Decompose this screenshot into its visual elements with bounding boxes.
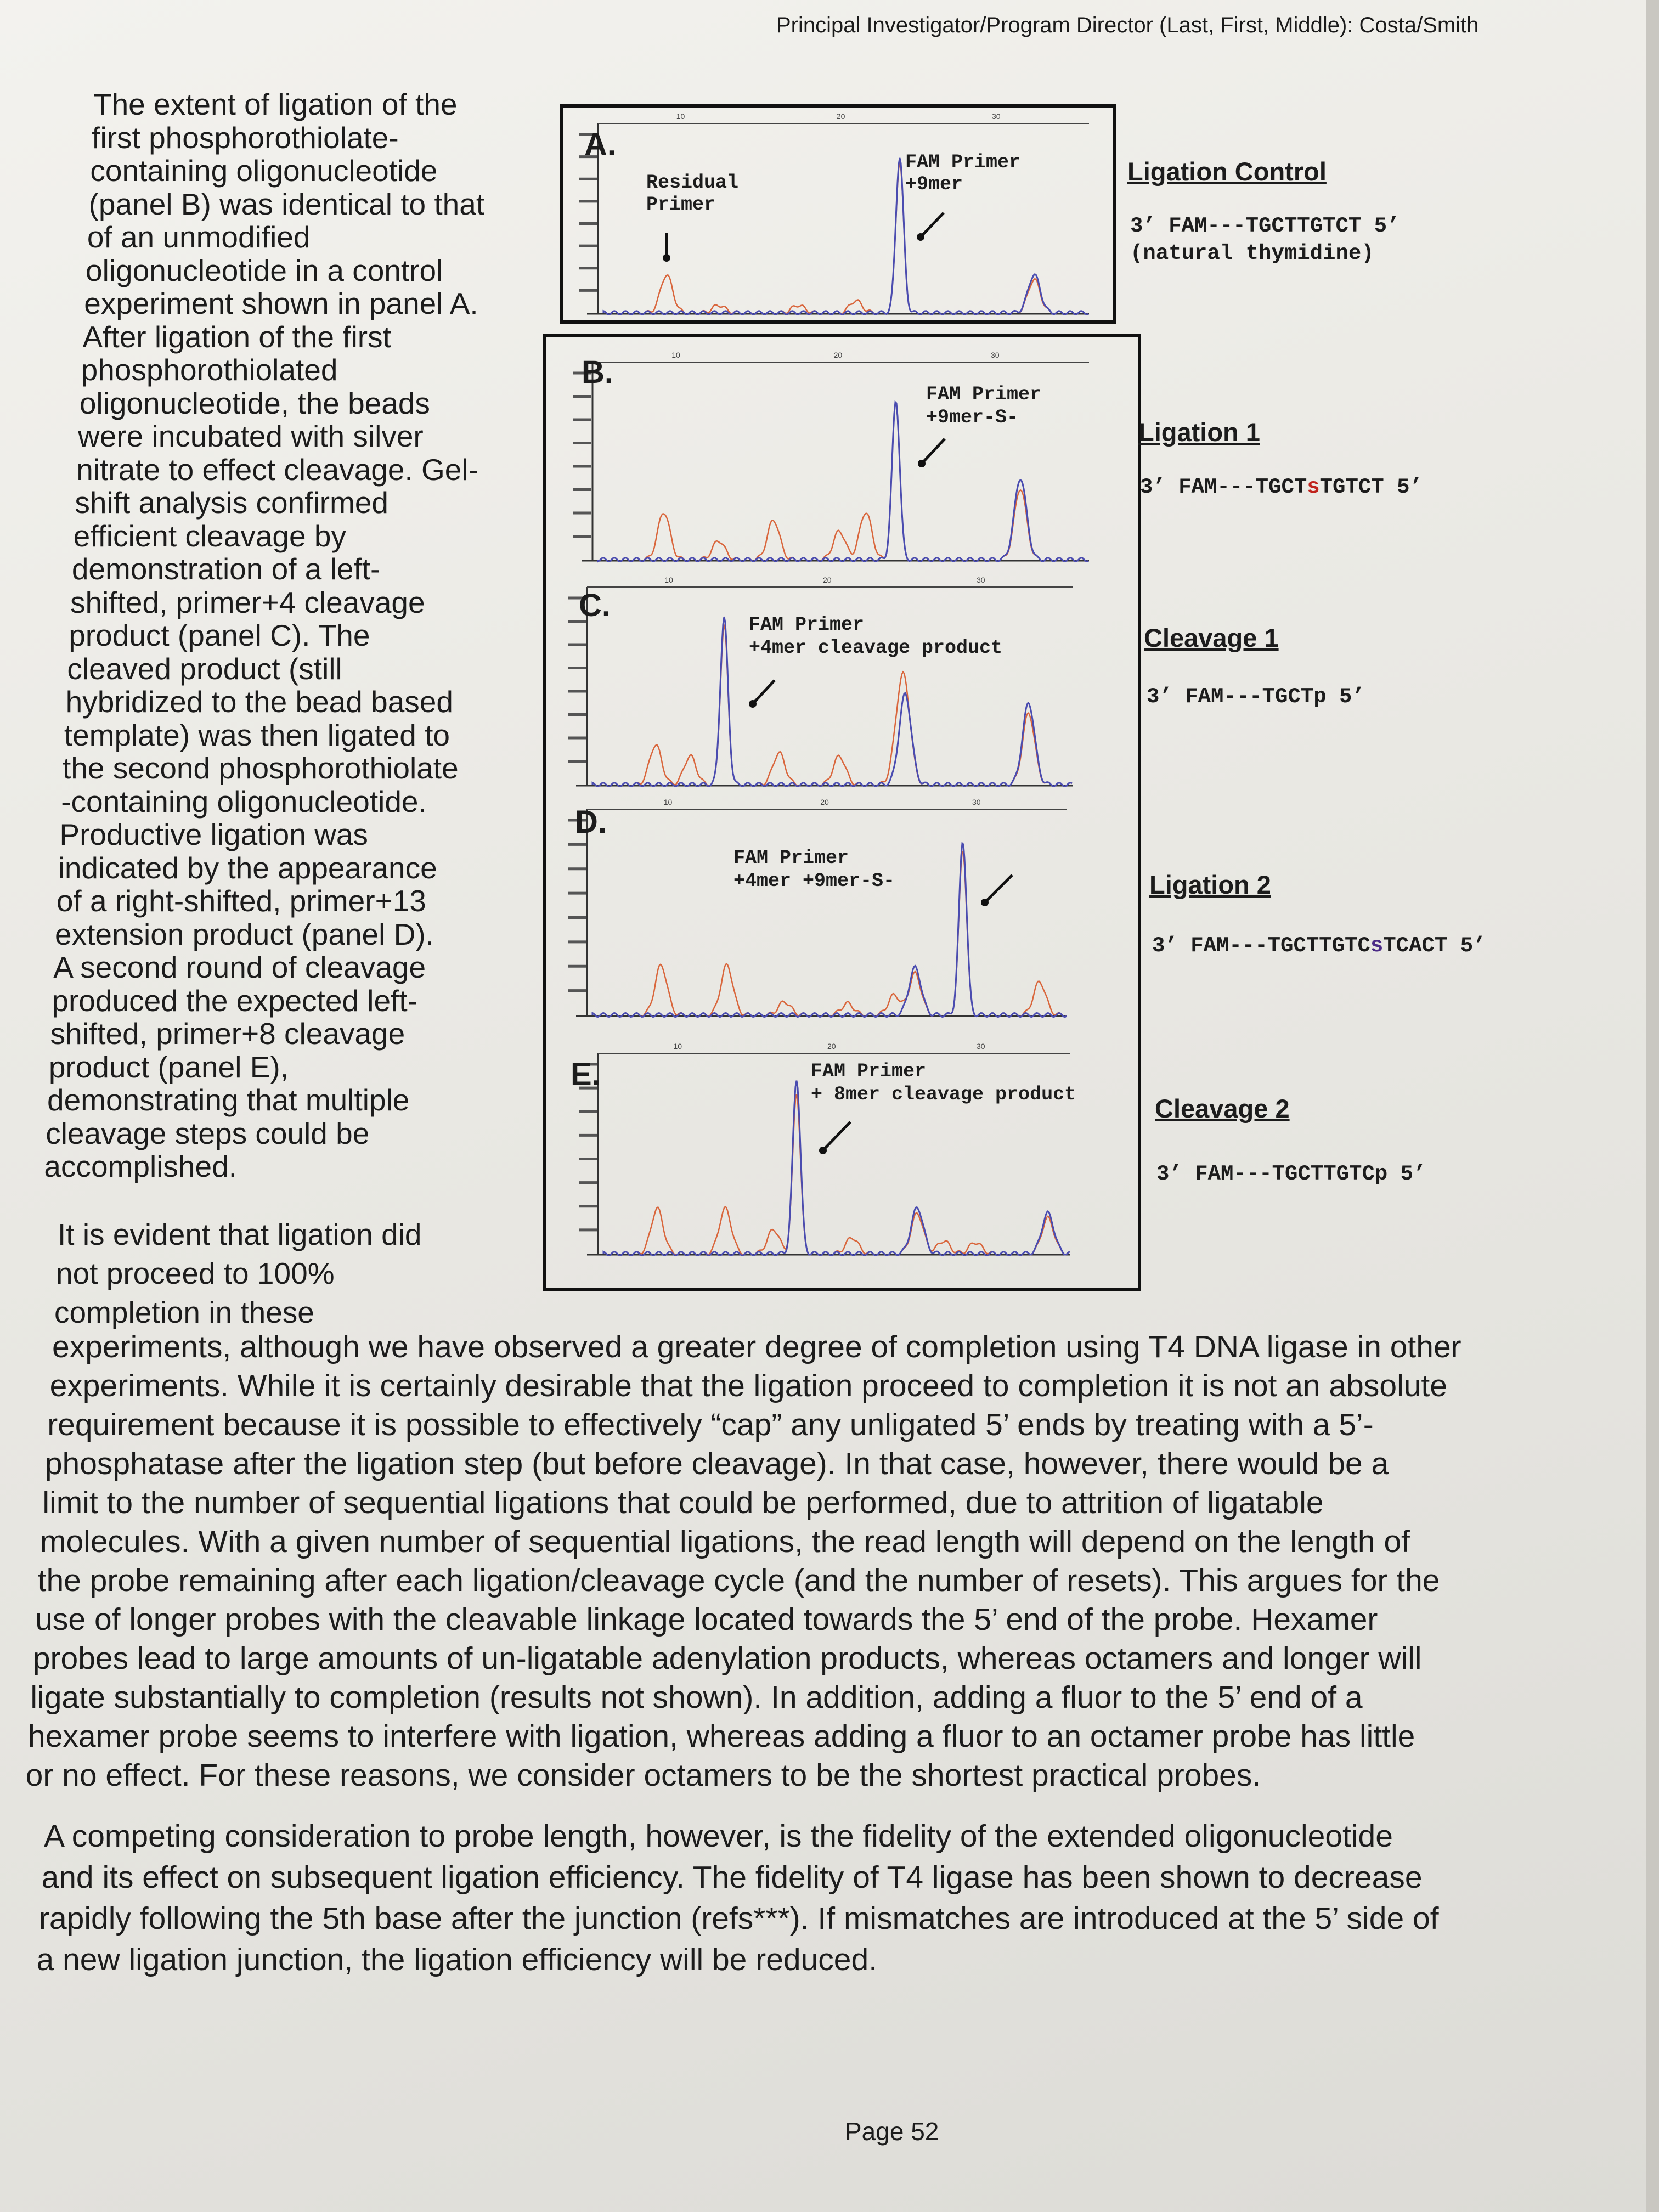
paragraph-line: experiments, although we have observed a greater degree of completion using T4 DNA ligase in other [52,1329,1462,1364]
x-tick-label: 20 [823,575,832,584]
left-paragraph-line: -containing oligonucleotide. [61,784,427,819]
trace-blue [603,1081,1070,1256]
paragraph-line: rapidly following the 5th base after the junction (refs***). If mismatches are introduced at the 5’ side of [39,1901,1439,1936]
left-paragraph-line: cleavage steps could be [46,1116,370,1150]
ligation-1-seq-linkage: s [1307,475,1320,499]
x-tick-label: 10 [664,575,673,584]
paragraph-line: or no effect. For these reasons, we consider octamers to be the shortest practical probes. [25,1758,1261,1793]
left-paragraph-line: containing oligonucleotide [90,154,438,188]
left-paragraph-line: the second phosphorothiolate [63,751,459,785]
left-paragraph-line: experiment shown in panel A. [84,286,478,320]
left-paragraph-line: of a right-shifted, primer+13 [56,884,426,918]
panel-letter-b: B. [582,354,613,390]
paragraph-line: requirement because it is possible to effectively “cap” any unligated 5’ ends by treating with a 5’- [47,1407,1374,1442]
x-tick-label: 30 [977,1042,985,1051]
left-paragraph-line: demonstrating that multiple [47,1083,410,1117]
cleavage-1-sequence: 3’ FAM---TGCTp 5’ [1147,685,1365,709]
panel-c-fam-label: FAM Primer [749,614,865,636]
annotation-arrowhead [819,1147,827,1154]
paragraph-line: experiments. While it is certainly desirable that the ligation proceed to completion it is not an absolute [49,1368,1447,1403]
x-tick-label: 10 [673,1042,682,1051]
left-paragraph-line: of an unmodified [87,220,311,254]
left-paragraph-line: shifted, primer+8 cleavage [50,1017,405,1051]
x-tick-label: 30 [991,351,1000,359]
left-paragraph-line: After ligation of the first [82,319,391,354]
panel-letter-a: A. [584,127,616,162]
paragraph-line: not proceed to 100% [56,1256,335,1290]
paragraph-line: molecules. With a given number of sequential ligations, the read length will depend on the length of [40,1524,1410,1559]
paragraph-line: phosphatase after the ligation step (but before cleavage). In that case, however, there would be a [44,1446,1389,1481]
cleavage-2-sequence: 3’ FAM---TGCTTGTCp 5’ [1156,1162,1426,1186]
cleavage-2-title: Cleavage 2 [1155,1094,1290,1123]
ligation-control-sequence: 3’ FAM---TGCTTGTCT 5’ [1130,214,1400,238]
x-tick-label: 30 [977,575,985,584]
x-tick-label: 20 [827,1042,836,1051]
ligation-1-seq-part-c: TGTCT 5’ [1319,475,1423,499]
left-paragraph-line: (panel B) was identical to that [88,187,485,221]
x-tick-label: 20 [833,351,843,359]
ligation-1-sequence [1140,475,1423,499]
left-paragraph-line: The extent of ligation of the [93,87,458,121]
x-tick-label: 30 [972,798,981,806]
x-tick-label: 10 [672,351,680,359]
paragraph-line: probes lead to large amounts of un-ligatable adenylation products, whereas octamers and longer will [32,1641,1422,1676]
ligation-2-title: Ligation 2 [1149,870,1271,899]
paragraph-line: limit to the number of sequential ligations that could be performed, due to attrition of ligatable [42,1485,1324,1520]
page-number: Page 52 [845,2117,939,2146]
panel-c-4mer-label: +4mer cleavage product [749,637,1003,659]
left-paragraph-line: hybridized to the bead based [65,685,453,719]
ligation-2-seq-part-c: TCACT 5’ [1383,934,1486,958]
ligation-1-seq-part-a: 3’ FAM---TGCT [1140,475,1307,499]
paragraph-line: a new ligation junction, the ligation efficiency will be reduced. [36,1942,878,1977]
left-paragraph-line: were incubated with silver [78,419,424,453]
left-paragraph-line: shifted, primer+4 cleavage [70,585,425,619]
ligation-1-title: Ligation 1 [1138,417,1260,447]
panel-d-fam-label: FAM Primer [733,847,849,869]
panel-letter-d: D. [575,804,607,840]
paragraph-line: and its effect on subsequent ligation efficiency. The fidelity of T4 ligase has been shown to decrease [41,1860,1423,1895]
trace-orange [603,1094,1070,1255]
ligation-control-note: (natural thymidine) [1130,241,1374,266]
cleavage-1-title: Cleavage 1 [1144,623,1279,652]
annotation-arrow [985,875,1012,902]
left-paragraph-line: nitrate to effect cleavage. Gel- [76,452,478,487]
panel-a-fam-label: FAM Primer [905,151,1021,173]
left-paragraph-line: product (panel E), [48,1049,289,1084]
ligation-2-seq-part-a: 3’ FAM---TGCTTGTC [1152,934,1370,958]
left-paragraph-line: first phosphorothiolate- [92,120,399,155]
annotation-arrowhead [749,700,757,708]
left-paragraph-line: accomplished. [44,1149,237,1183]
left-paragraph-line: phosphorothiolated [81,353,338,387]
left-paragraph-line: extension product (panel D). [55,917,434,951]
ligation-control-title: Ligation Control [1127,157,1327,186]
annotation-arrow [823,1122,850,1150]
panel-a-primer-label: Primer [646,194,716,216]
paragraph-line: the probe remaining after each ligation/cleavage cycle (and the number of resets). This argues for the [37,1563,1440,1598]
paragraph-line: use of longer probes with the cleavable linkage located towards the 5’ end of the probe. Hexamer [35,1602,1378,1637]
left-paragraph-line: product (panel C). The [69,618,370,652]
paragraph-line: A competing consideration to probe length, however, is the fidelity of the extended oligonucleotide [44,1819,1393,1854]
annotation-arrowhead [663,254,670,262]
ligation-2-sequence [1152,934,1486,958]
x-tick-label: 10 [663,798,673,806]
left-paragraph-line: efficient cleavage by [73,518,346,553]
left-paragraph-line: template) was then ligated to [64,718,450,752]
panel-a-residual-label: Residual [646,172,739,194]
x-tick-label: 20 [820,798,829,806]
ligation-2-seq-linkage: s [1370,934,1384,958]
left-paragraph-line: shift analysis confirmed [75,486,389,520]
left-paragraph-line: indicated by the appearance [58,850,437,885]
panel-e-fam-label: FAM Primer [811,1060,927,1082]
annotation-arrow [922,439,945,464]
panel-d-4mer-label: +4mer +9mer-S- [733,870,895,892]
x-tick-label: 20 [836,112,845,121]
paragraph-line: ligate substantially to completion (results not shown). In addition, adding a fluor to the 5’ end of a [30,1680,1363,1715]
panel-letter-c: C. [579,588,611,623]
left-paragraph-line: oligonucleotide in a control [86,253,443,287]
panel-b-fam-label: FAM Primer [926,383,1042,405]
left-paragraph-line: cleaved product (still [67,651,342,686]
annotation-arrow [921,213,944,237]
paragraph-line: hexamer probe seems to interfere with ligation, whereas adding a fluor to an octamer probe has little [28,1719,1415,1754]
annotation-arrowhead [981,899,989,906]
panel-letter-e: E. [571,1057,601,1092]
left-paragraph-line: Productive ligation was [59,817,368,851]
x-tick-label: 30 [992,112,1001,121]
paragraph-line: It is evident that ligation did [58,1217,422,1251]
left-paragraph-line: oligonucleotide, the beads [79,386,430,420]
page-header: Principal Investigator/Program Director (Last, First, Middle): Costa/Smith [776,13,1479,37]
left-paragraph-line: demonstration of a left- [71,552,381,586]
annotation-arrow [753,680,775,704]
panel-e-8mer-label: + 8mer cleavage product [811,1084,1076,1105]
panel-b-9mer-label: +9mer-S- [926,407,1019,428]
annotation-arrowhead [918,460,926,467]
left-paragraph-line: A second round of cleavage [53,950,426,984]
panel-a-9mer-label: +9mer [905,173,963,195]
annotation-arrowhead [917,233,924,241]
x-tick-label: 10 [676,112,685,121]
paragraph-line: completion in these [54,1295,314,1329]
left-paragraph-line: produced the expected left- [52,983,417,1018]
